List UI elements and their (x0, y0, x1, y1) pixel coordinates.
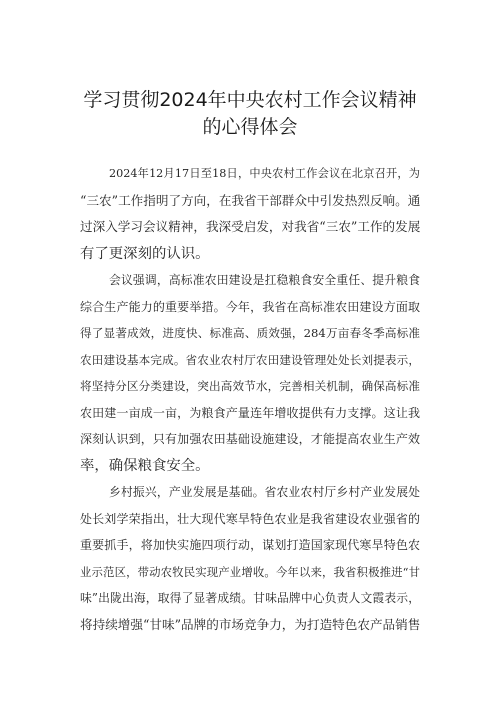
paragraph-2-line-3: 得了显著成效，进度快、标准高、质效强，284万亩春冬季高标准 (80, 326, 420, 340)
paragraph-1-line-3: 过深入学习会议精神，我深受启发，对我省“三农”工作的发展 (80, 219, 420, 234)
paragraph-3-line-5: 味”出陇出海，取得了显著成绩。甘味品牌中心负责人文霞表示， (80, 591, 420, 605)
paragraph-3-line-6: 将持续增强“甘味”品牌的市场竞争力，为打造特色农产品销售 (80, 617, 420, 632)
paragraph-2-line-7: 深刻认识到，只有加强农田基础设施建设，才能提高农业生产效 (80, 432, 420, 446)
paragraph-3-line-3: 重要抓手，将加快实施四项行动，谋划打造国家现代寒旱特色农 (80, 538, 420, 552)
paragraph-1-line-2: “三农”工作指明了方向，在我省干部群众中引发热烈反响。通 (80, 193, 420, 208)
paragraph-2-line-4: 农田建设基本完成。省农业农村厅农田建设管理处处长刘提表示， (80, 353, 420, 367)
paragraph-3-line-1: 乡村振兴，产业发展是基础。省农业农村厅乡村产业发展处 (109, 485, 420, 499)
paragraph-2-line-5: 将坚持分区分类建设，突出高效节水，完善相关机制，确保高标准 (80, 379, 420, 393)
document-title-line-1: 学习贯彻2024年中央农村工作会议精神 (83, 89, 417, 111)
paragraph-3-line-4: 业示范区，带动农牧民实现产业增收。今年以来，我省积极推进“甘 (80, 565, 420, 579)
paragraph-1-line-1: 2024年12月17日至18日，中央农村工作会议在北京召开，为 (109, 167, 420, 180)
paragraph-2-line-6: 农田建一亩成一亩，为粮食产量连年增收提供有力支撑。这让我 (80, 406, 420, 420)
paragraph-2-line-2: 综合生产能力的重要举措。今年，我省在高标准农田建设方面取 (80, 300, 420, 314)
paragraph-2-line-1: 会议强调，高标准农田建设是扛稳粮食安全重任、提升粮食 (109, 273, 420, 287)
paragraph-1-line-4: 有了更深刻的认识。 (80, 246, 210, 262)
document-title-line-2: 的心得体会 (202, 116, 298, 138)
paragraph-2-line-8: 率，确保粮食安全。 (80, 458, 210, 474)
paragraph-3-line-2: 处长刘学荣指出，壮大现代寒旱特色农业是我省建设农业强省的 (80, 512, 420, 526)
